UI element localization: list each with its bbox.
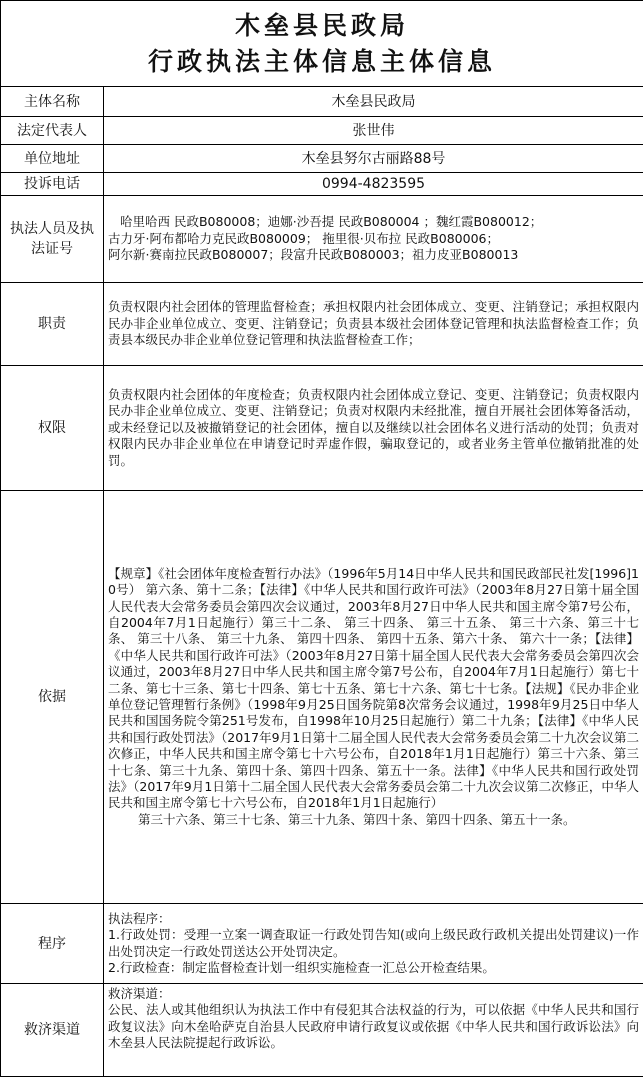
row-authority	[1, 366, 643, 491]
staff-line-2: 古力牙·阿布都哈力克民政B080009； 拖里很·贝布拉 民政B080006；	[108, 230, 499, 246]
label-authority: 权限	[1, 366, 104, 491]
procedure-line-1: 执法程序：	[108, 910, 171, 926]
remedy-content	[108, 986, 639, 1074]
row-complaint-phone	[1, 173, 643, 196]
label-remedy: 救济渠道	[1, 984, 104, 1077]
label-duty: 职责	[1, 283, 104, 366]
value-authority: 负责权限内社会团体的年度检查；负责权限内社会团体成立登记、变更、注销登记；负责权限内民办非企业单位成立、变更、注销登记；负责对权限内未经批准，擅自开展社会团体筹备活动，或未经登记以及被撤销登记的社会团体，擅自以及继续以社会团体名义进行活动的处罚；负责对权限内民办非企业单位在申请登记时弄虚作假，骗取登记的，或者业务主管单位撤销批准的处罚。	[104, 366, 643, 491]
basis-tail: 第三十六条、第三十七条、第三十九条、第四十条、第四十四条、第五十一条。	[138, 811, 576, 827]
procedure-line-3: 2.行政检查：制定监督检查计划一组织实施检查一汇总公开检查结果。	[108, 959, 495, 975]
value-remedy	[104, 984, 643, 1077]
row-procedure	[1, 904, 643, 984]
row-address	[1, 145, 643, 173]
label-basis: 依据	[1, 491, 104, 904]
row-remedy	[1, 984, 643, 1077]
row-subject-name	[1, 87, 643, 117]
remedy-line-2: 公民、法人或其他组织认为执法工作中有侵犯其合法权益的行为，可以依据《中华人民共和国行政复议法》向木垒哈萨克自治县人民政府申请行政复议或依据《中华人民共和国行政诉讼法》向木垒县人民法院提起行政诉讼。	[108, 1002, 640, 1051]
value-address: 木垒县努尔古丽路88号	[104, 145, 643, 173]
row-staff	[1, 196, 643, 283]
staff-line-1: 哈里哈西 民政B080008；迪娜·沙吾提 民政B080004 ；魏红霞B080012；	[120, 214, 543, 230]
title-cell	[1, 1, 643, 87]
row-basis	[1, 491, 643, 904]
label-staff-line-2: 法证号	[31, 241, 73, 257]
row-duty	[1, 283, 643, 366]
value-duty: 负责权限内社会团体的管理监督检查；承担权限内社会团体成立、变更、注销登记；承担权限内民办非企业单位成立、变更、注销登记；负责县本级社会团体登记管理和执法监督检查工作；负责县本级民办非企业单位登记管理和执法监督检查工作；	[104, 283, 643, 366]
value-procedure	[104, 904, 643, 984]
title-line-2: 行政执法主体信息主体信息	[148, 46, 497, 76]
value-representative: 张世伟	[104, 117, 643, 145]
staff-line-3: 阿尔新·赛南拉民政B080007；段富升民政B080003；祖力皮亚B080013	[108, 247, 519, 263]
title-line-1: 木垒县民政局	[235, 10, 410, 40]
label-address: 单位地址	[1, 145, 104, 173]
label-representative: 法定代表人	[1, 117, 104, 145]
value-subject-name: 木垒县民政局	[104, 87, 643, 117]
label-staff	[1, 196, 104, 283]
value-staff	[104, 196, 643, 283]
label-procedure: 程序	[1, 904, 104, 984]
label-subject-name: 主体名称	[1, 87, 104, 117]
title-row	[1, 1, 643, 87]
value-basis	[104, 491, 643, 904]
label-complaint-phone: 投诉电话	[1, 173, 104, 196]
procedure-line-2: 1.行政处罚：受理一立案一调查取证一行政处罚告知(或向上级民政行政机关提出处罚建议)一作出处罚决定一行政处罚送达公开处罚决定。	[108, 927, 640, 959]
row-representative	[1, 117, 643, 145]
label-staff-line-1: 执法人员及执	[10, 221, 94, 237]
remedy-line-1: 救济渠道：	[108, 986, 171, 1001]
value-complaint-phone: 0994-4823595	[104, 173, 643, 196]
basis-text: 【规章】《社会团体年度检查暂行办法》（1996年5月14日中华人民共和国民政部民社发[1996]10号） 第六条、第十二条；【法律】《中华人民共和国行政许可法》（2003年8月27日第十届全国人民代表大会常务委员会第四次会议通过，2003年8月27日中华人民共和国主席令第7号公布，自2004年7月1日起施行）第三十二条、 第三十四条、 第三十五条、 第三十六条、第三十七条、 第三十八条、 第三十九条、 第四十四条、 第四十五条、第六十条、 第六十一条；【法律】《中华人民共和国行政许可法》（2003年8月27日第十届全国人民代表大会常务委员会第四次会议通过，2003年8月27日中华人民共和国主席令第7号公布，自2004年7月1日起施行）第七十二条、第七十三条、第七十四条、第七十五条、第七十六条、第七十七条。【法规】《民办非企业单位登记管理暂行条例》（1998年9月25日国务院第8次常务会议通过，1998年9月25日中华人民共和国国务院令第251号发布，自1998年10月25日起施行）第二十九条；【法律】《中华人民共和国行政处罚法》（2017年9月1日第十二届全国人民代表大会常务委员会第二十九次会议第二次修正，中华人民共和国主席令第七十六号公布，自2018年1月1日起施行）第三十六条、第三十七条、第三十九条、第四十条、第四十四条、第五十一条。法律】《中华人民共和国行政处罚法》（2017年9月1日第十二届全国人民代表大会常务委员会第二十九次会议第二次修正，中华人民共和国主席令第七十六号公布，自2018年1月1日起施行）	[108, 565, 640, 811]
